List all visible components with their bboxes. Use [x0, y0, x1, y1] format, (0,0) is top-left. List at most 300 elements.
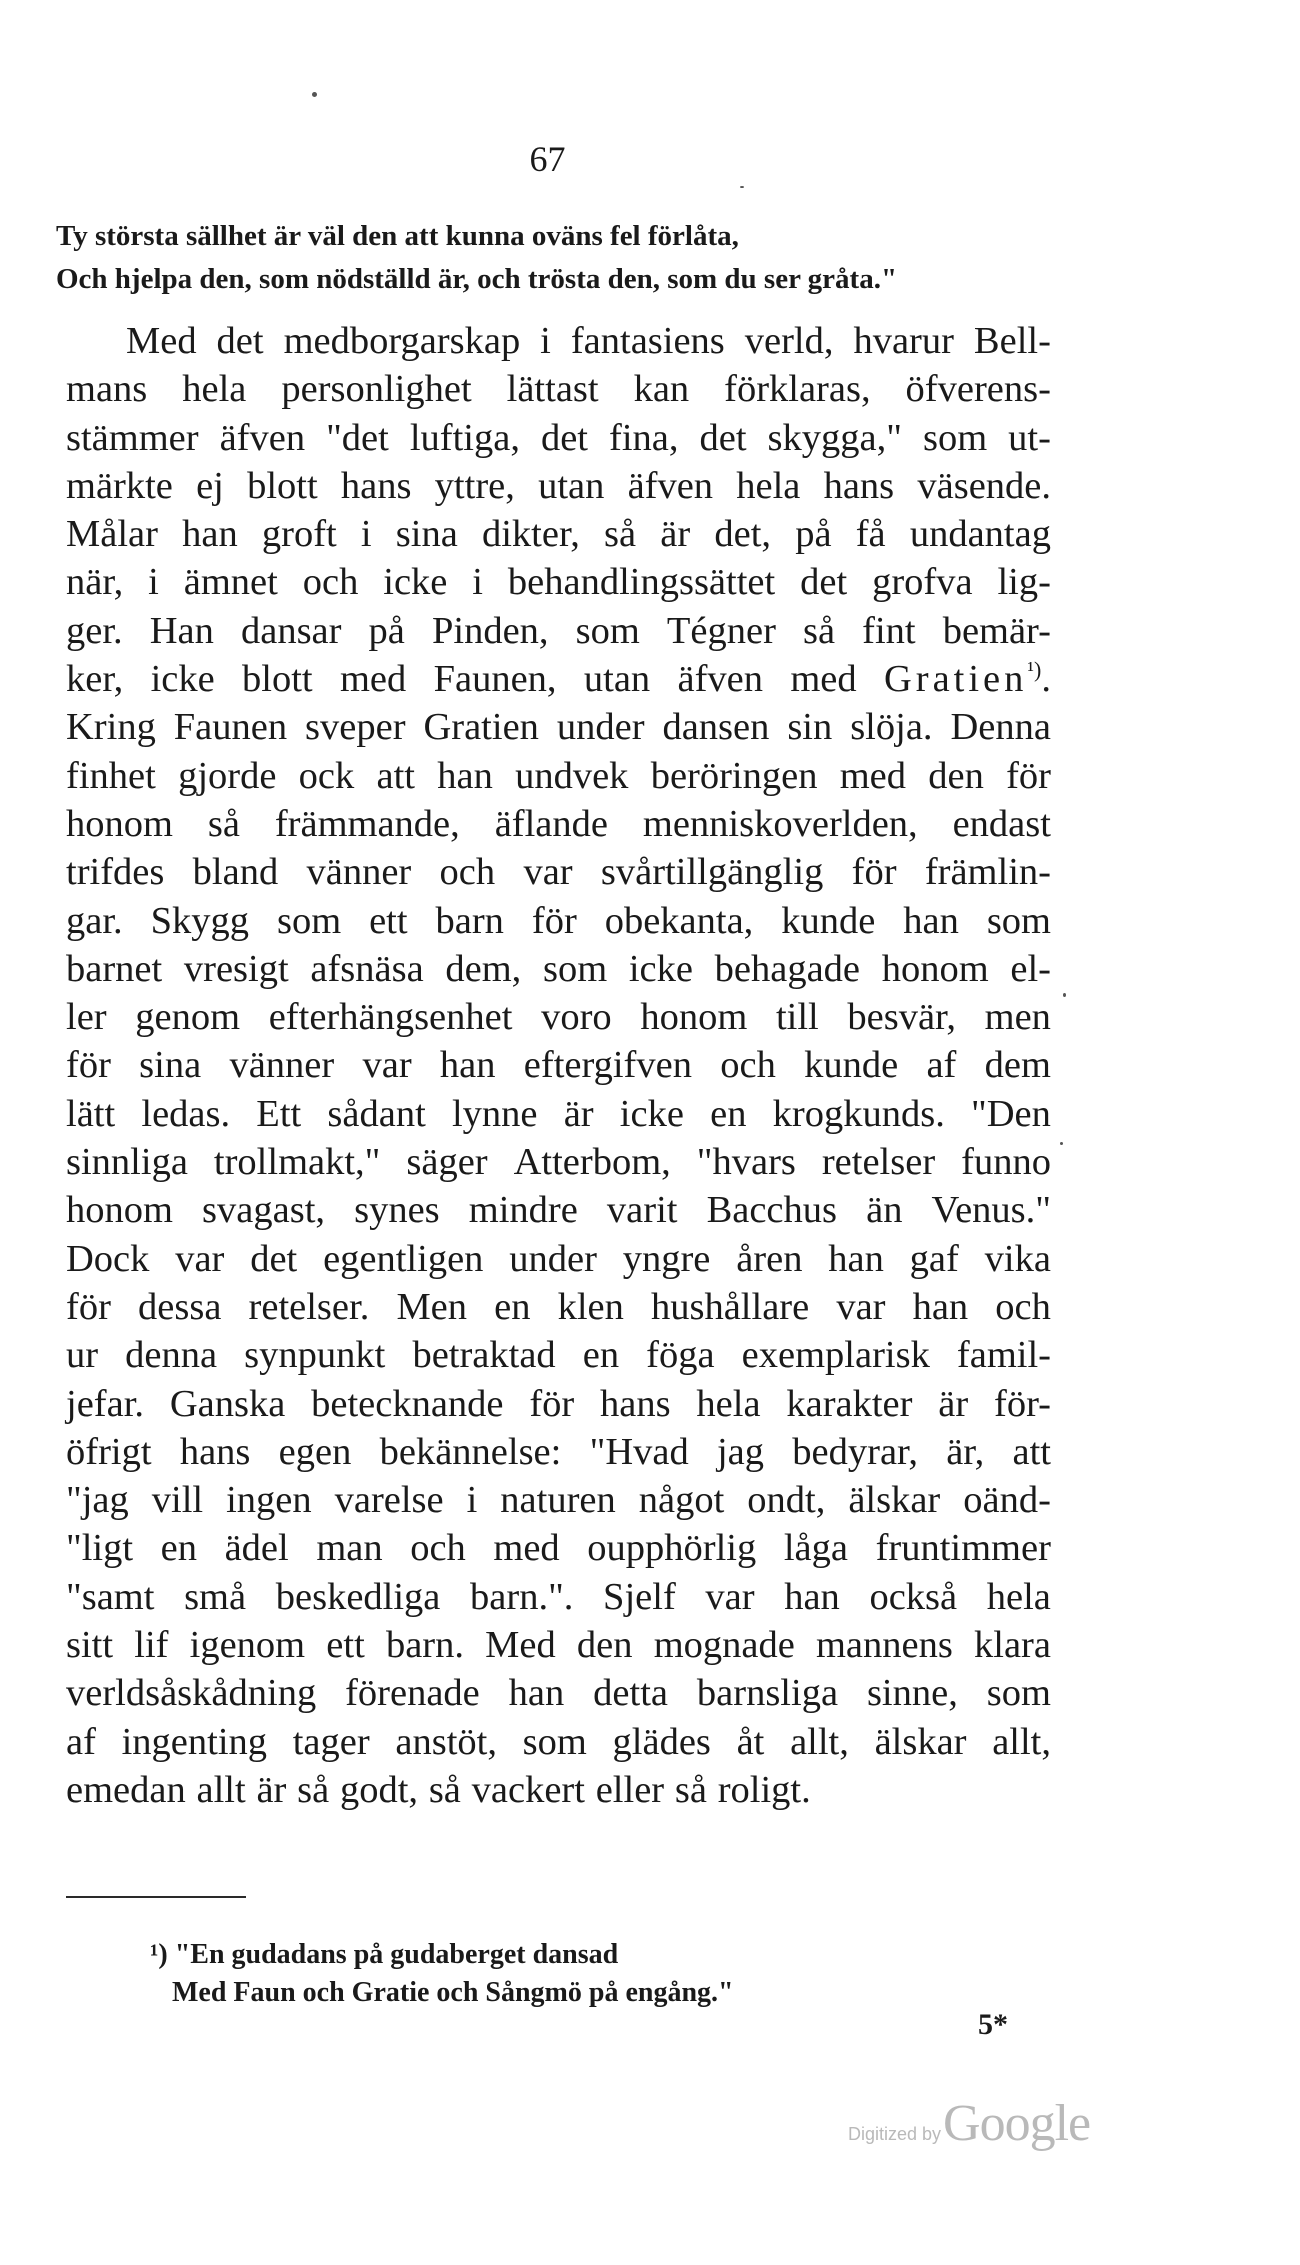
- word: dem: [984, 1044, 1051, 1087]
- word: det: [540, 416, 589, 459]
- word: dansar: [240, 609, 342, 652]
- scan-speck: [1063, 993, 1066, 997]
- word: stämmer: [66, 416, 199, 459]
- word: och: [720, 1044, 776, 1087]
- word: älskar: [874, 1720, 967, 1763]
- word: Men: [396, 1285, 468, 1328]
- word: obekanta,: [604, 899, 754, 942]
- verse-quotation: [56, 215, 897, 301]
- scan-speck: [1060, 1142, 1063, 1145]
- word: en: [160, 1527, 197, 1570]
- scan-speck: [740, 186, 744, 188]
- word: för: [1006, 754, 1051, 797]
- word: för: [531, 899, 577, 942]
- word: sitt: [66, 1624, 114, 1667]
- word: så: [428, 1768, 461, 1811]
- paragraph-line: [66, 1283, 1051, 1331]
- word: "jag: [66, 1479, 129, 1522]
- word: i: [466, 1479, 478, 1522]
- word: för: [66, 1285, 111, 1328]
- word: så: [674, 1768, 707, 1811]
- word: sina: [395, 513, 458, 556]
- word: Venus.": [931, 1189, 1051, 1232]
- word: oänd-: [963, 1479, 1051, 1522]
- word: Faunen: [173, 706, 288, 749]
- word: synes: [354, 1189, 440, 1232]
- word: efterhängsenhet: [268, 996, 513, 1039]
- word: roligt.: [717, 1768, 811, 1811]
- word: mannens: [815, 1624, 953, 1667]
- word: hans: [340, 464, 412, 507]
- word: det,: [714, 513, 772, 556]
- word: hela: [696, 1382, 761, 1425]
- word: sina: [139, 1044, 202, 1087]
- word: igenom: [189, 1624, 306, 1667]
- word: groft: [261, 513, 337, 556]
- word: Ganska: [169, 1382, 286, 1425]
- word: egentligen: [323, 1237, 484, 1280]
- word: menniskoverlden,: [642, 802, 918, 845]
- word: han: [784, 1575, 840, 1618]
- word: lättast: [506, 368, 599, 411]
- word: retelser: [821, 1141, 936, 1184]
- paragraph-line: [66, 462, 1051, 510]
- word: Denna: [950, 706, 1051, 749]
- scan-speck: [312, 92, 317, 97]
- verse-line: Och hjelpa den, som nödställd är, och trösta den, som du ser gråta.": [56, 263, 898, 295]
- footnote-divider: [66, 1896, 246, 1898]
- word: som: [986, 899, 1051, 942]
- word: ledas.: [141, 1092, 231, 1135]
- word: dikter,: [481, 513, 580, 556]
- word: ock: [298, 754, 355, 797]
- word: egen: [278, 1430, 352, 1473]
- word: barn: [435, 899, 504, 942]
- word: så: [207, 802, 240, 845]
- word: så: [297, 1768, 330, 1811]
- word: hela: [986, 1575, 1051, 1618]
- word: att: [376, 754, 415, 797]
- word: det: [250, 1237, 298, 1280]
- word: än: [866, 1189, 903, 1232]
- word: den: [576, 1624, 633, 1667]
- word: sinne,: [866, 1672, 958, 1715]
- word: Gratien: [423, 706, 539, 749]
- word: ger.: [66, 609, 123, 652]
- word: fina,: [609, 416, 679, 459]
- word: ker,: [66, 658, 124, 701]
- word: bemär-: [942, 609, 1051, 652]
- word: vill: [151, 1479, 204, 1522]
- spaced-word: Gratien: [883, 658, 1028, 701]
- paragraph-line: [66, 1331, 1051, 1379]
- word: lig-: [997, 561, 1051, 604]
- word: beskedliga: [275, 1575, 441, 1618]
- word: han: [437, 754, 493, 797]
- word: så: [604, 513, 637, 556]
- word: klen: [557, 1285, 624, 1328]
- paragraph-line: [66, 414, 1051, 462]
- word: vika: [984, 1237, 1051, 1280]
- word: ett: [326, 1624, 365, 1667]
- word: vackert: [471, 1768, 585, 1811]
- word: som: [575, 609, 640, 652]
- word: ämnet: [183, 561, 278, 604]
- word: bekännelse:: [379, 1430, 562, 1473]
- word: ej: [196, 464, 224, 507]
- word: svagast,: [202, 1189, 326, 1232]
- word: behagade: [714, 947, 861, 990]
- word: funno: [961, 1141, 1051, 1184]
- word: som: [276, 899, 342, 942]
- word: skygga,": [767, 416, 902, 459]
- paragraph-line: [66, 1718, 1051, 1766]
- word: så: [802, 609, 836, 652]
- word: klara: [974, 1624, 1051, 1667]
- word: sådant: [327, 1092, 426, 1135]
- word: öfrigt: [66, 1430, 152, 1473]
- word: för: [529, 1382, 575, 1425]
- word: verldsåskådning: [66, 1672, 317, 1715]
- word: anstöt,: [395, 1720, 497, 1763]
- word: synpunkt: [244, 1334, 386, 1377]
- word: han: [508, 1672, 565, 1715]
- word: gar.: [66, 899, 123, 942]
- word: dem,: [445, 947, 522, 990]
- word: och: [995, 1285, 1051, 1328]
- word: i: [360, 513, 372, 556]
- word: trifdes: [66, 851, 165, 894]
- word: genom: [135, 996, 241, 1039]
- word: låga: [783, 1527, 848, 1570]
- word: att: [1012, 1430, 1051, 1473]
- word: dessa: [138, 1285, 222, 1328]
- word: ler: [66, 996, 107, 1039]
- word: undvek: [515, 754, 629, 797]
- word: icke: [628, 947, 693, 990]
- word: kunde: [781, 899, 876, 942]
- word: med: [839, 754, 906, 797]
- word: trollmakt,": [213, 1141, 381, 1184]
- word: hvarur: [853, 320, 954, 362]
- word: personlighet: [281, 368, 472, 411]
- word: i: [148, 561, 159, 604]
- word: ingenting: [121, 1720, 268, 1763]
- word: Dock: [66, 1237, 150, 1280]
- word: hans: [823, 464, 895, 507]
- paragraph-line: [66, 1090, 1051, 1138]
- word: han: [182, 513, 238, 556]
- main-paragraph: [66, 317, 1051, 1814]
- word: vänner: [306, 851, 412, 894]
- word: gaf: [909, 1237, 959, 1280]
- word: af: [66, 1720, 96, 1763]
- word: ut-: [1008, 416, 1051, 459]
- paragraph-line: [66, 317, 1051, 365]
- word: var: [836, 1285, 886, 1328]
- word: svårtillgänglig: [600, 851, 824, 894]
- page-number: 67: [529, 139, 566, 179]
- paragraph-line: [66, 1621, 1051, 1669]
- word: behandlingssättet: [507, 561, 776, 604]
- word: åren: [736, 1237, 803, 1280]
- word: besvär,: [847, 996, 956, 1039]
- verse-line: Ty största sällhet är väl den att kunna oväns fel förlåta,: [56, 220, 739, 252]
- word: ur: [66, 1334, 99, 1377]
- word: Atterbom,: [513, 1141, 671, 1184]
- word: denna: [125, 1334, 218, 1377]
- paragraph-line: [66, 365, 1051, 413]
- word: väsende.: [917, 464, 1051, 507]
- word: famil-: [956, 1334, 1051, 1377]
- word: som: [522, 1720, 587, 1763]
- word: han: [903, 899, 959, 942]
- word: el-: [1010, 947, 1051, 990]
- word: voro: [541, 996, 612, 1039]
- footnote: [150, 1936, 734, 2012]
- paragraph-line: [66, 1138, 1051, 1186]
- word: Faunen,: [433, 658, 557, 701]
- word: och: [439, 851, 496, 894]
- word: Pinden,: [431, 609, 549, 652]
- word: fint: [862, 609, 916, 652]
- word: ett: [369, 899, 408, 942]
- word: Sjelf: [603, 1575, 676, 1618]
- word: med: [790, 658, 857, 701]
- word: grofva: [872, 561, 973, 604]
- word: utan: [538, 464, 605, 507]
- word: bedyrar,: [792, 1430, 918, 1473]
- paragraph-line: [66, 1041, 1051, 1089]
- word: allt: [196, 1768, 246, 1811]
- word: godt,: [339, 1768, 419, 1811]
- word: var: [175, 1237, 225, 1280]
- word: förenade: [345, 1672, 480, 1715]
- word: det: [800, 561, 848, 604]
- word: honom: [881, 947, 989, 990]
- word: älskar: [848, 1479, 941, 1522]
- word: Bacchus: [706, 1189, 838, 1232]
- word: allt,: [790, 1720, 849, 1763]
- word: barn.".: [470, 1575, 574, 1618]
- word: yttre,: [434, 464, 515, 507]
- digitized-label: Digitized by: [848, 2124, 942, 2144]
- paragraph-line: [66, 1186, 1051, 1234]
- word: Med: [126, 320, 197, 362]
- word: få: [855, 513, 886, 556]
- digitized-by-watermark: [848, 2094, 1090, 2154]
- word: mans: [66, 368, 148, 411]
- word: lätt: [66, 1092, 116, 1135]
- word: honom: [66, 1189, 173, 1232]
- word: men: [984, 996, 1051, 1039]
- paragraph-line: [66, 897, 1051, 945]
- word: som: [922, 416, 988, 459]
- word: allt,: [992, 1720, 1051, 1763]
- word: han: [912, 1285, 969, 1328]
- sentence-end: .: [1041, 658, 1051, 701]
- word: gjorde: [178, 754, 277, 797]
- word: den: [928, 754, 984, 797]
- word: till: [775, 996, 819, 1039]
- word: yngre: [622, 1237, 711, 1280]
- word: var: [523, 851, 573, 894]
- word: Tégner: [666, 609, 776, 652]
- word: i: [472, 561, 483, 604]
- word: äfven: [627, 464, 714, 507]
- word: fantasiens: [570, 320, 725, 362]
- word: fruntimmer: [875, 1527, 1051, 1570]
- word: honom: [640, 996, 748, 1039]
- word: "Den: [971, 1092, 1051, 1135]
- word: är: [660, 513, 691, 556]
- word: eller: [595, 1768, 665, 1811]
- word: och: [302, 561, 359, 604]
- word: medborgarskap: [283, 320, 521, 362]
- word: Med: [485, 1624, 556, 1667]
- word: finhet: [66, 754, 156, 797]
- word: barnsliga: [696, 1672, 839, 1715]
- word: en: [710, 1092, 747, 1135]
- word: Bell-: [973, 320, 1051, 362]
- word: han: [439, 1044, 496, 1087]
- word: vresigt: [183, 947, 289, 990]
- footnote-line: Med Faun och Gratie och Sångmö på engång.": [172, 1977, 734, 2008]
- word: afsnäsa: [310, 947, 424, 990]
- word: verld,: [744, 320, 834, 362]
- word: hela: [182, 368, 247, 411]
- word: på: [795, 513, 832, 556]
- word: mognade: [653, 1624, 795, 1667]
- word: bland: [192, 851, 279, 894]
- word: icke: [150, 658, 215, 701]
- word: på: [368, 609, 405, 652]
- paragraph-line: [66, 1573, 1051, 1621]
- paragraph-line: [66, 945, 1051, 993]
- word: det: [216, 320, 264, 362]
- word: han: [828, 1237, 884, 1280]
- word: hushållare: [650, 1285, 810, 1328]
- word: "Hvad: [589, 1430, 689, 1473]
- word: blott: [247, 464, 318, 507]
- paragraph-line: [66, 752, 1051, 800]
- word: åt: [736, 1720, 765, 1763]
- word: i: [540, 320, 551, 362]
- word: undantag: [909, 513, 1051, 556]
- word: äflande: [494, 802, 608, 845]
- word: endast: [952, 802, 1051, 845]
- paragraph-line: [66, 1235, 1051, 1283]
- word: retelser.: [248, 1285, 370, 1328]
- word: Ett: [256, 1092, 302, 1135]
- word: ädel: [224, 1527, 289, 1570]
- footnote-marker: ¹): [150, 1939, 168, 1970]
- word: jag: [716, 1430, 765, 1473]
- word: utan: [583, 658, 651, 701]
- footnote-text: "En gudadans på gudaberget dansad: [174, 1939, 619, 1970]
- word: var: [705, 1575, 755, 1618]
- word: hans: [600, 1382, 671, 1425]
- word: Han: [149, 609, 214, 652]
- word: äfven: [677, 658, 763, 701]
- word: under: [556, 706, 645, 749]
- word: [884, 655, 1051, 703]
- word: ingen: [226, 1479, 312, 1522]
- word: med: [493, 1527, 560, 1570]
- footnote-reference: ¹): [1027, 657, 1042, 683]
- paragraph-line: [66, 800, 1051, 848]
- paragraph-line: [66, 993, 1051, 1041]
- google-logo: Google: [943, 2095, 1091, 2152]
- word: barn.: [385, 1624, 464, 1667]
- word: en: [582, 1334, 620, 1377]
- word: vänner: [229, 1044, 335, 1087]
- word: Skygg: [150, 899, 250, 942]
- word: som: [986, 1672, 1051, 1715]
- word: sveper: [305, 706, 406, 749]
- word: barnet: [66, 947, 163, 990]
- word: för-: [994, 1382, 1051, 1425]
- word: icke: [619, 1092, 684, 1135]
- paragraph-line: [66, 1380, 1051, 1428]
- word: med: [339, 658, 407, 701]
- word: krogkunds.: [772, 1092, 945, 1135]
- paragraph-line: [66, 510, 1051, 558]
- word: ondt,: [747, 1479, 826, 1522]
- word: beröringen: [650, 754, 818, 797]
- word: är: [563, 1092, 594, 1135]
- word: detta: [593, 1672, 668, 1715]
- word: honom: [66, 802, 173, 845]
- word: främmande,: [274, 802, 460, 845]
- word: något: [638, 1479, 725, 1522]
- word: när,: [66, 561, 124, 604]
- word: hans: [179, 1430, 251, 1473]
- word: det: [699, 416, 747, 459]
- word: icke: [383, 561, 448, 604]
- word: eftergifven: [523, 1044, 692, 1087]
- word: Kring: [66, 706, 156, 749]
- word: varelse: [334, 1479, 444, 1522]
- word: oupphörlig: [587, 1527, 757, 1570]
- word: är: [938, 1382, 969, 1425]
- footnote-line: [150, 1936, 734, 1974]
- word: förklaras,: [724, 368, 871, 411]
- word: är,: [946, 1430, 985, 1473]
- paragraph-line: [66, 558, 1051, 606]
- word: jefar.: [66, 1382, 145, 1425]
- word: "samt: [66, 1575, 155, 1618]
- word: tager: [292, 1720, 370, 1763]
- word: mindre: [468, 1189, 578, 1232]
- word: märkte: [66, 464, 173, 507]
- word: lynne: [451, 1092, 538, 1135]
- word: var: [362, 1044, 412, 1087]
- word: af: [926, 1044, 957, 1087]
- word: emedan: [66, 1768, 186, 1811]
- word: man: [316, 1527, 383, 1570]
- word: karakter: [786, 1382, 913, 1425]
- word: lif: [134, 1624, 169, 1667]
- word: är: [256, 1768, 287, 1811]
- paragraph-line: [66, 607, 1051, 655]
- word: för: [851, 851, 897, 894]
- word: betraktad: [412, 1334, 556, 1377]
- paragraph-line: [66, 1669, 1051, 1717]
- word: "det: [326, 416, 389, 459]
- word: små: [184, 1575, 247, 1618]
- word: betecknande: [311, 1382, 504, 1425]
